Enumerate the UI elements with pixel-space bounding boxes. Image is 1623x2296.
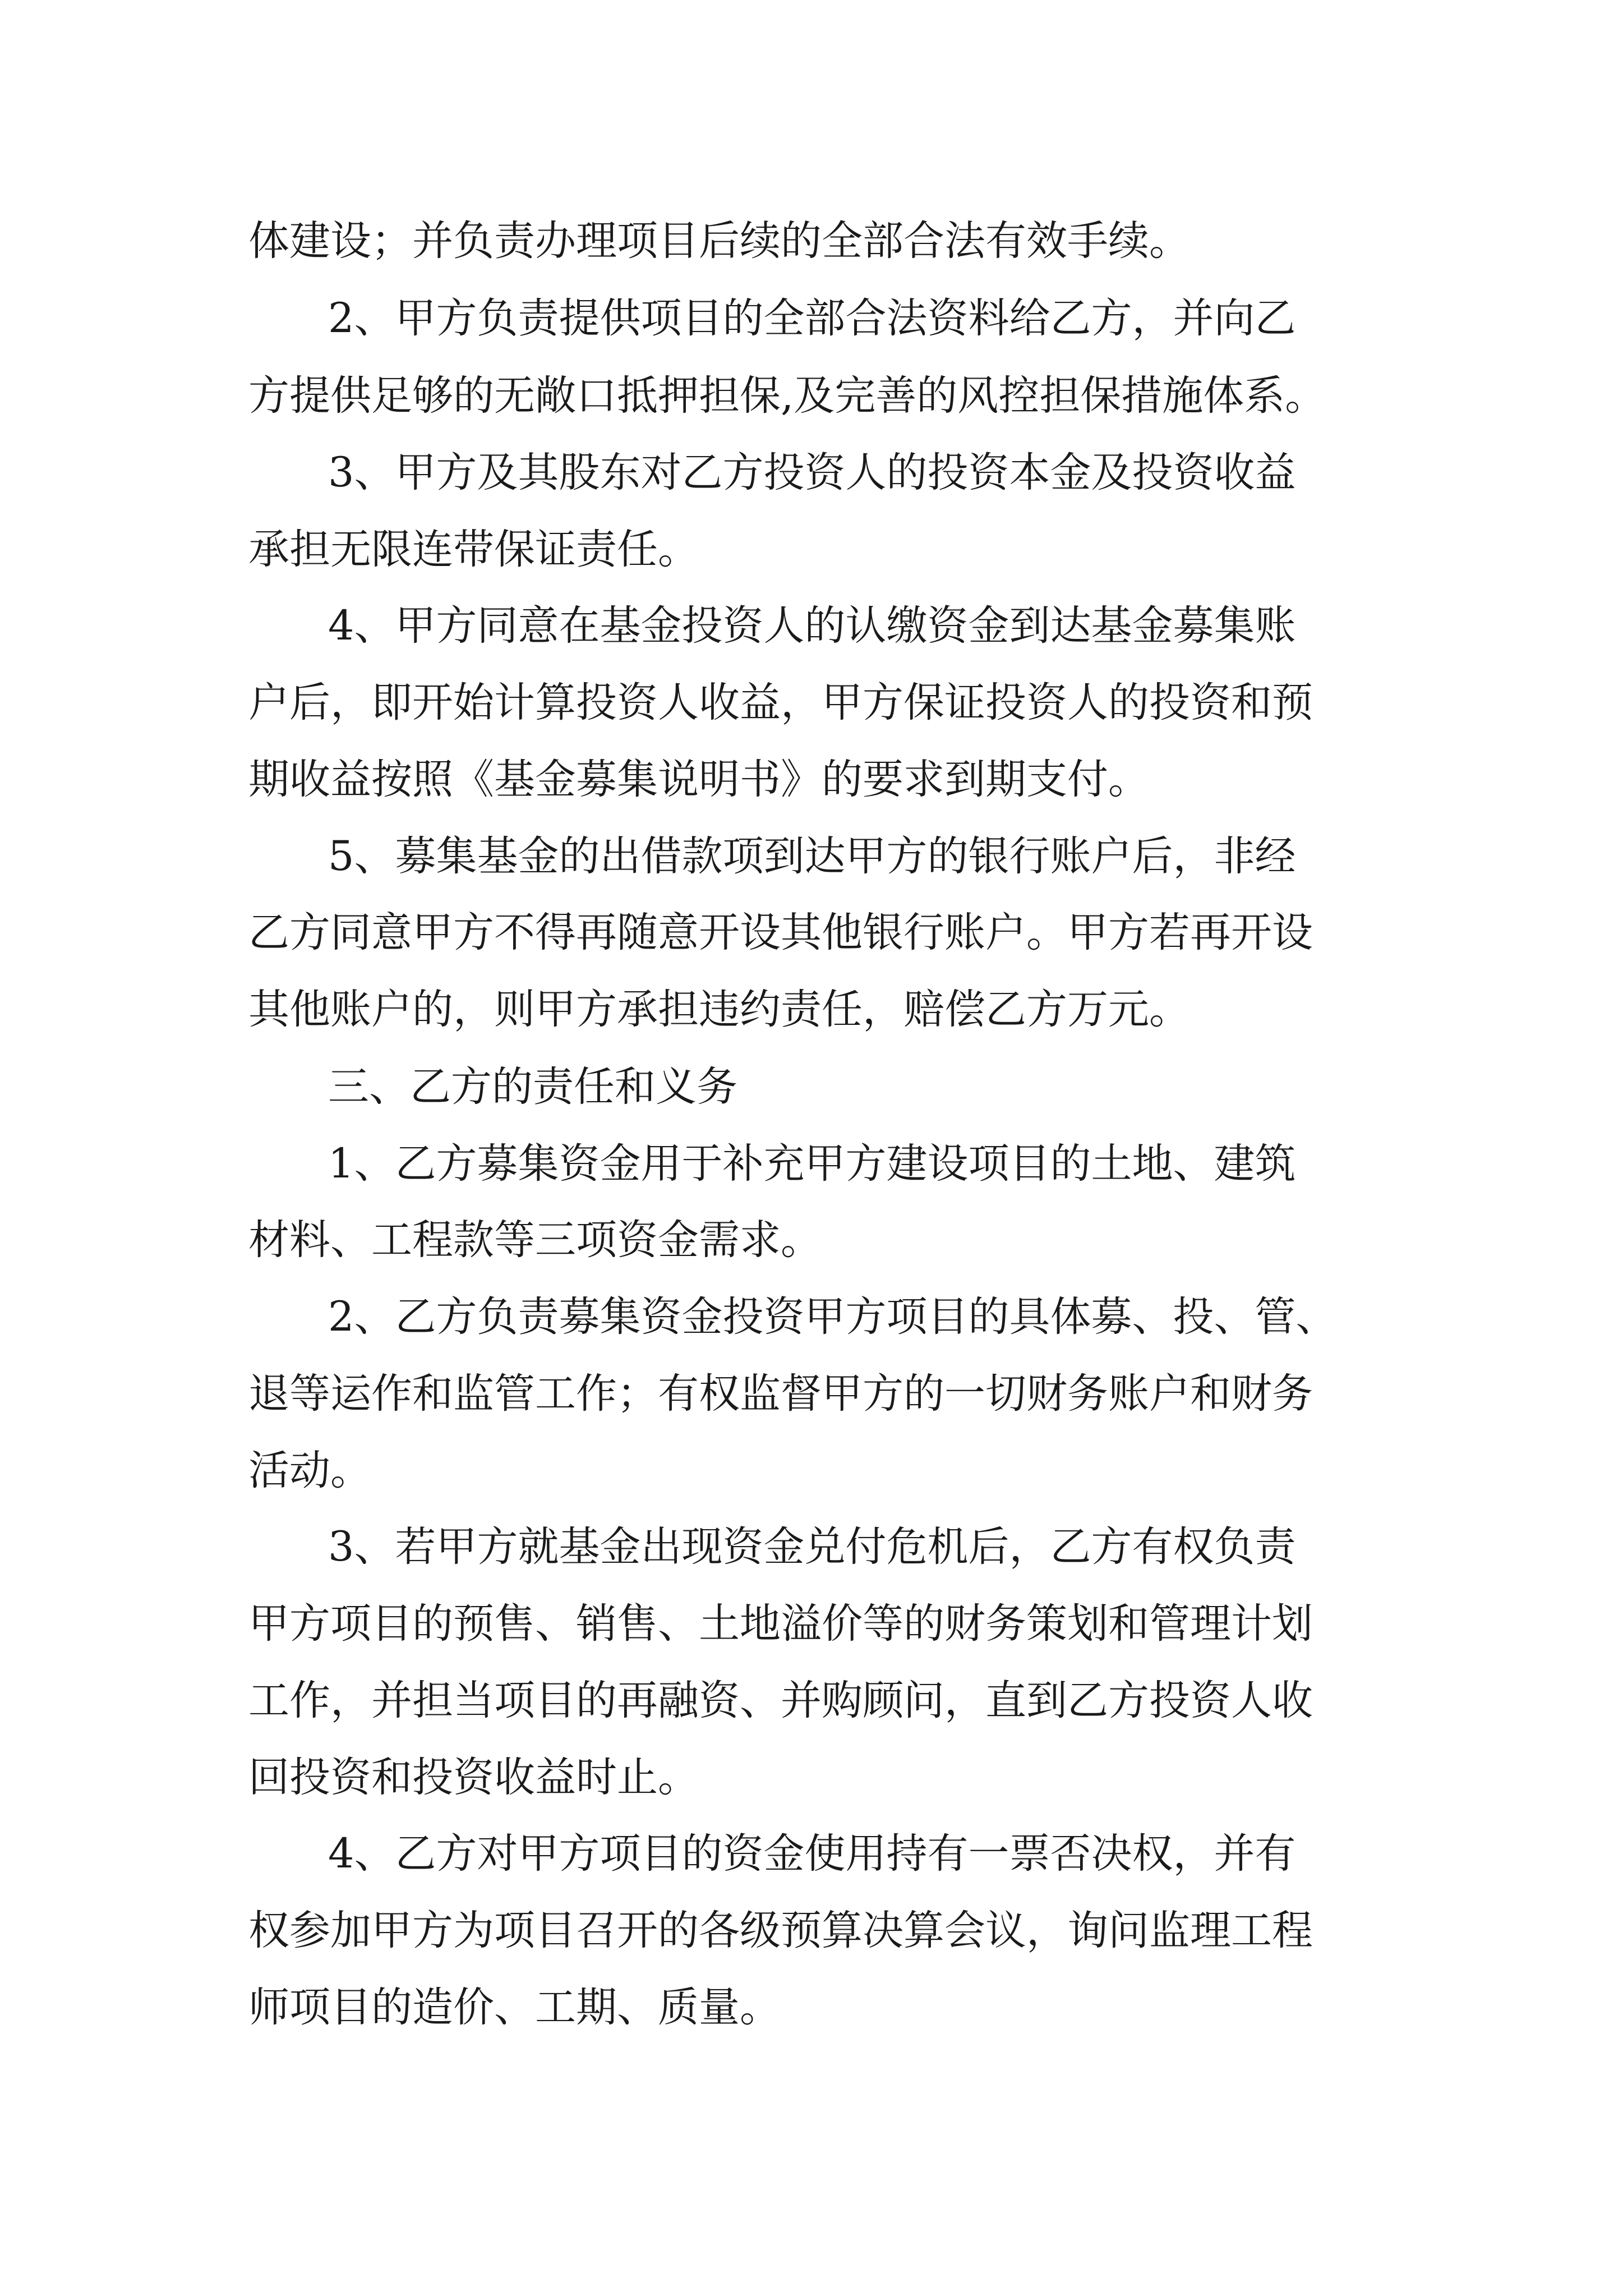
section3-clause-3-line-3: 工作，并担当项目的再融资、并购顾问，直到乙方投资人收 bbox=[248, 1677, 1313, 1724]
section-heading-3: 三、乙方的责任和义务 bbox=[328, 1063, 737, 1111]
clause-2-line-1: 2、甲方负责提供项目的全部合法资料给乙方，并向乙 bbox=[328, 295, 1296, 342]
section3-clause-4-line-3: 师项目的造价、工期、质量。 bbox=[248, 1984, 781, 2031]
section3-clause-3-line-4: 回投资和投资收益时止。 bbox=[248, 1754, 699, 1801]
section3-clause-4-line-2: 权参加甲方为项目召开的各级预算决算会议，询问监理工程 bbox=[248, 1907, 1313, 1954]
section3-clause-3-line-1: 3、若甲方就基金出现资金兑付危机后，乙方有权负责 bbox=[328, 1523, 1296, 1571]
text-line-1: 体建设；并负责办理项目后续的全部合法有效手续。 bbox=[248, 217, 1190, 265]
clause-3-line-2: 承担无限连带保证责任。 bbox=[248, 526, 699, 573]
section3-clause-4-line-1: 4、乙方对甲方项目的资金使用持有一票否决权，并有 bbox=[328, 1830, 1296, 1878]
clause-4-line-3: 期收益按照《基金募集说明书》的要求到期支付。 bbox=[248, 756, 1149, 803]
section3-clause-2-line-3: 活动。 bbox=[248, 1447, 371, 1494]
clause-5-line-2: 乙方同意甲方不得再随意开设其他银行账户。甲方若再开设 bbox=[248, 909, 1313, 956]
clause-2-line-2: 方提供足够的无敞口抵押担保,及完善的风控担保措施体系。 bbox=[248, 372, 1326, 420]
section3-clause-2-line-2: 退等运作和监管工作；有权监督甲方的一切财务账户和财务 bbox=[248, 1370, 1313, 1418]
clause-4-line-1: 4、甲方同意在基金投资人的认缴资金到达基金募集账 bbox=[328, 602, 1296, 650]
section3-clause-1-line-2: 材料、工程款等三项资金需求。 bbox=[248, 1216, 822, 1264]
clause-5-line-1: 5、募集基金的出借款项到达甲方的银行账户后，非经 bbox=[328, 832, 1296, 880]
section3-clause-1-line-1: 1、乙方募集资金用于补充甲方建设项目的土地、建筑 bbox=[328, 1140, 1296, 1188]
clause-5-line-3: 其他账户的，则甲方承担违约责任，赔偿乙方万元。 bbox=[248, 986, 1190, 1033]
section3-clause-2-line-1: 2、乙方负责募集资金投资甲方项目的具体募、投、管、 bbox=[328, 1293, 1337, 1341]
clause-3-line-1: 3、甲方及其股东对乙方投资人的投资本金及投资收益 bbox=[328, 449, 1296, 496]
clause-4-line-2: 户后，即开始计算投资人收益，甲方保证投资人的投资和预 bbox=[248, 679, 1313, 726]
section3-clause-3-line-2: 甲方项目的预售、销售、土地溢价等的财务策划和管理计划 bbox=[248, 1600, 1313, 1648]
